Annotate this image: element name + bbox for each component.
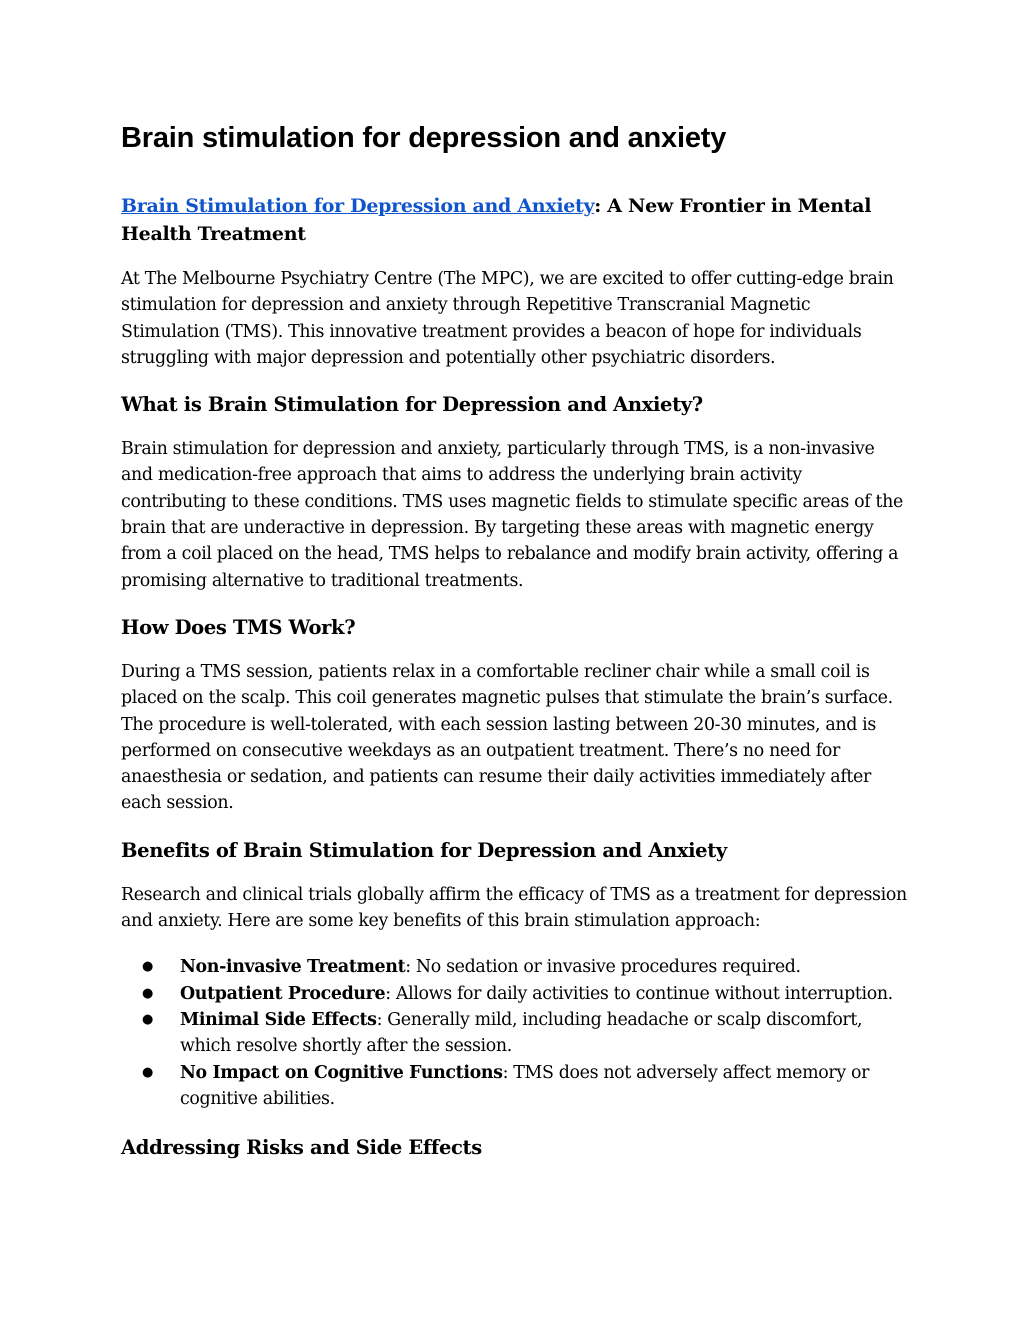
- benefit-term: Minimal Side Effects: [180, 1009, 377, 1030]
- section-heading-benefits: Benefits of Brain Stimulation for Depression and Anxiety: [121, 838, 727, 862]
- list-item: [142, 1060, 911, 1113]
- benefit-term: Outpatient Procedure: [180, 983, 386, 1004]
- benefits-list: [121, 954, 911, 1112]
- subtitle: [121, 192, 911, 248]
- benefit-term: Non-invasive Treatment: [180, 957, 406, 978]
- benefit-term: No Impact on Cognitive Functions: [180, 1062, 503, 1083]
- document-page: [121, 120, 911, 1179]
- section-heading-risks: Addressing Risks and Side Effects: [121, 1136, 482, 1160]
- list-item: [142, 981, 911, 1007]
- page-title: Brain stimulation for depression and anxiety: [121, 122, 727, 154]
- bullet-icon: ●: [142, 959, 153, 975]
- bullet-icon: ●: [142, 985, 153, 1001]
- section-body-benefits: Research and clinical trials globally affirm the efficacy of TMS as a treatment for depression and anxiety. Here are some key benefits of this brain stimulation approach:: [121, 884, 907, 932]
- section-body-what-is: Brain stimulation for depression and anxiety, particularly through TMS, is a non-invasive and medication-free approach that aims to address the underlying brain activity contributing to these conditions. TMS uses magnetic fields to stimulate specific areas of the brain that are underactive in depression. By targeting these areas with magnetic energy from a coil placed on the head, TMS helps to rebalance and modify brain activity, offering a promising alternative to traditional treatments.: [121, 439, 903, 591]
- list-item: [142, 1007, 911, 1060]
- section-heading-what-is: What is Brain Stimulation for Depression and Anxiety?: [121, 393, 703, 417]
- subtitle-link[interactable]: Brain Stimulation for Depression and Anxiety: [121, 195, 595, 217]
- bullet-icon: ●: [142, 1011, 153, 1027]
- bullet-icon: ●: [142, 1064, 153, 1080]
- list-item: [142, 954, 911, 980]
- intro-paragraph: At The Melbourne Psychiatry Centre (The MPC), we are excited to offer cutting-edge brain stimulation for depression and anxiety through Repetitive Transcranial Magnetic Stimulation (TMS). This innovative treatment provides a beacon of hope for individuals struggling with major depression and potentially other psychiatric disorders.: [121, 269, 894, 368]
- benefit-desc: : Generally mild, including headache or scalp discomfort, which resolve shortly after the session.: [180, 1009, 863, 1057]
- subtitle-rest: : A New Frontier in Mental Health Treatment: [121, 195, 872, 245]
- section-heading-how-works: How Does TMS Work?: [121, 615, 356, 639]
- benefit-desc: : No sedation or invasive procedures required.: [405, 957, 801, 978]
- benefit-desc: : Allows for daily activities to continue without interruption.: [385, 983, 893, 1004]
- benefit-desc: : TMS does not adversely affect memory or cognitive abilities.: [180, 1062, 870, 1109]
- section-body-how-works: During a TMS session, patients relax in a comfortable recliner chair while a small coil is placed on the scalp. This coil generates magnetic pulses that stimulate the brain’s surface. The procedure is well-tolerated, with each session lasting between 20-30 minutes, and is performed on consecutive weekdays as an outpatient treatment. There’s no need for anaesthesia or sedation, and patients can resume their daily activities immediately after each session.: [121, 661, 893, 814]
